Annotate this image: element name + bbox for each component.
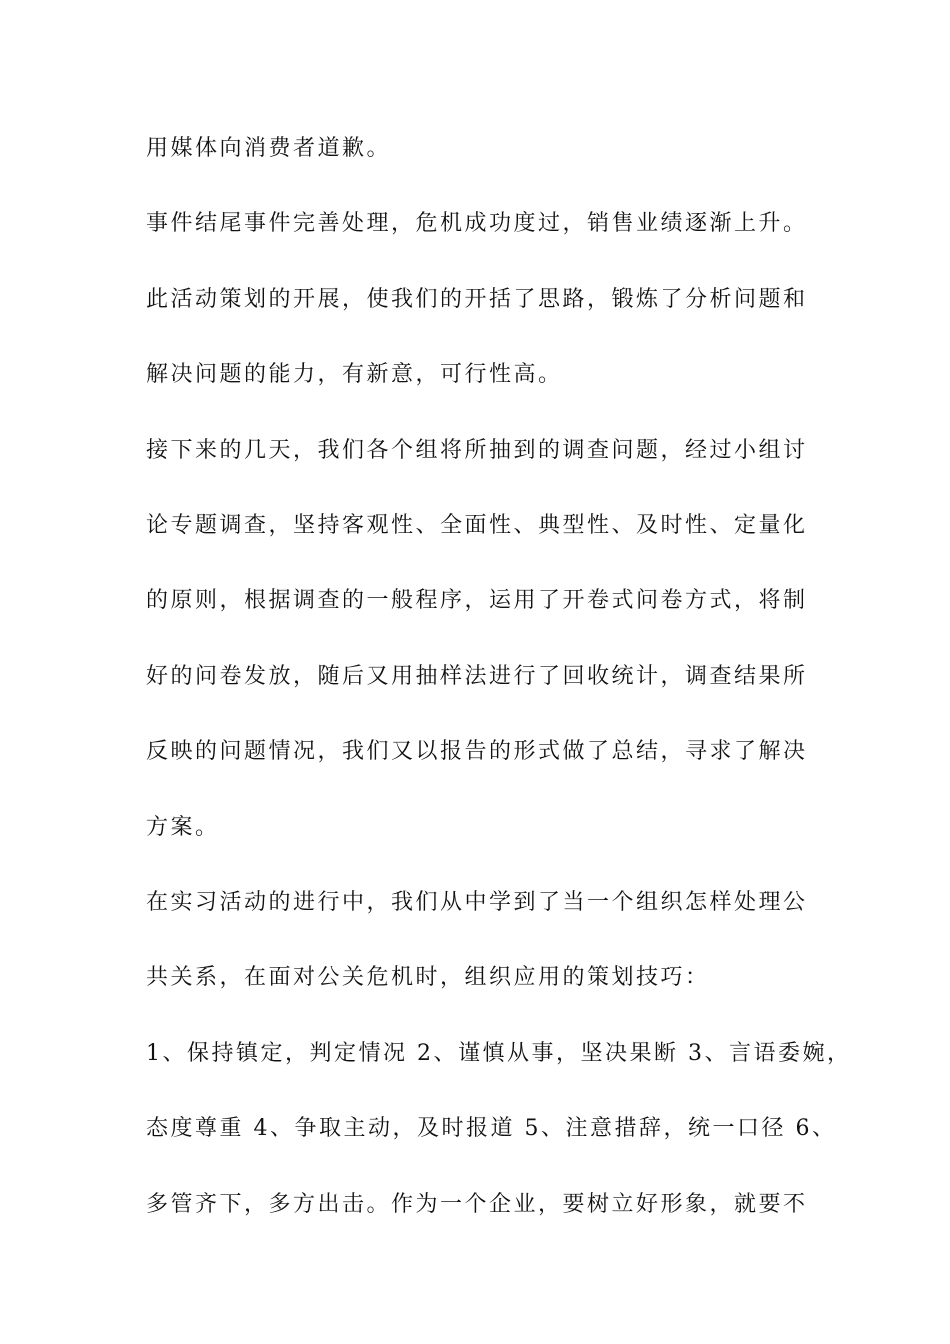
text-line: 解决问题的能力，有新意，可行性高。 — [146, 362, 563, 387]
text-line: 反映的问题情况，我们又以报告的形式做了总结，寻求了解决 — [146, 739, 808, 764]
text-line: 的原则，根据调查的一般程序，运用了开卷式问卷方式，将制 — [146, 588, 808, 613]
text-line: 共关系，在面对公关危机时，组织应用的策划技巧： — [146, 965, 710, 990]
text-line: 多管齐下，多方出击。作为一个企业，要树立好形象，就要不 — [146, 1192, 808, 1217]
text-line: 事件结尾事件完善处理，危机成功度过，销售业绩逐渐上升。 — [146, 211, 808, 236]
text-line: 接下来的几天，我们各个组将所抽到的调查问题，经过小组讨 — [146, 438, 808, 463]
text-line: 在实习活动的进行中，我们从中学到了当一个组织怎样处理公 — [146, 890, 808, 915]
text-line: 好的问卷发放，随后又用抽样法进行了回收统计，调查结果所 — [146, 664, 808, 689]
text-line: 论专题调查，坚持客观性、全面性、典型性、及时性、定量化 — [146, 513, 808, 538]
text-line: 态度尊重 4、争取主动，及时报道 5、注意措辞，统一口径 6、 — [146, 1116, 837, 1141]
text-line: 方案。 — [146, 815, 220, 840]
text-line: 此活动策划的开展，使我们的开括了思路，锻炼了分析问题和 — [146, 287, 808, 312]
text-line: 用媒体向消费者道歉。 — [146, 136, 392, 161]
text-line: 1、保持镇定，判定情况 2、谨慎从事，坚决果断 3、言语委婉， — [146, 1041, 852, 1066]
